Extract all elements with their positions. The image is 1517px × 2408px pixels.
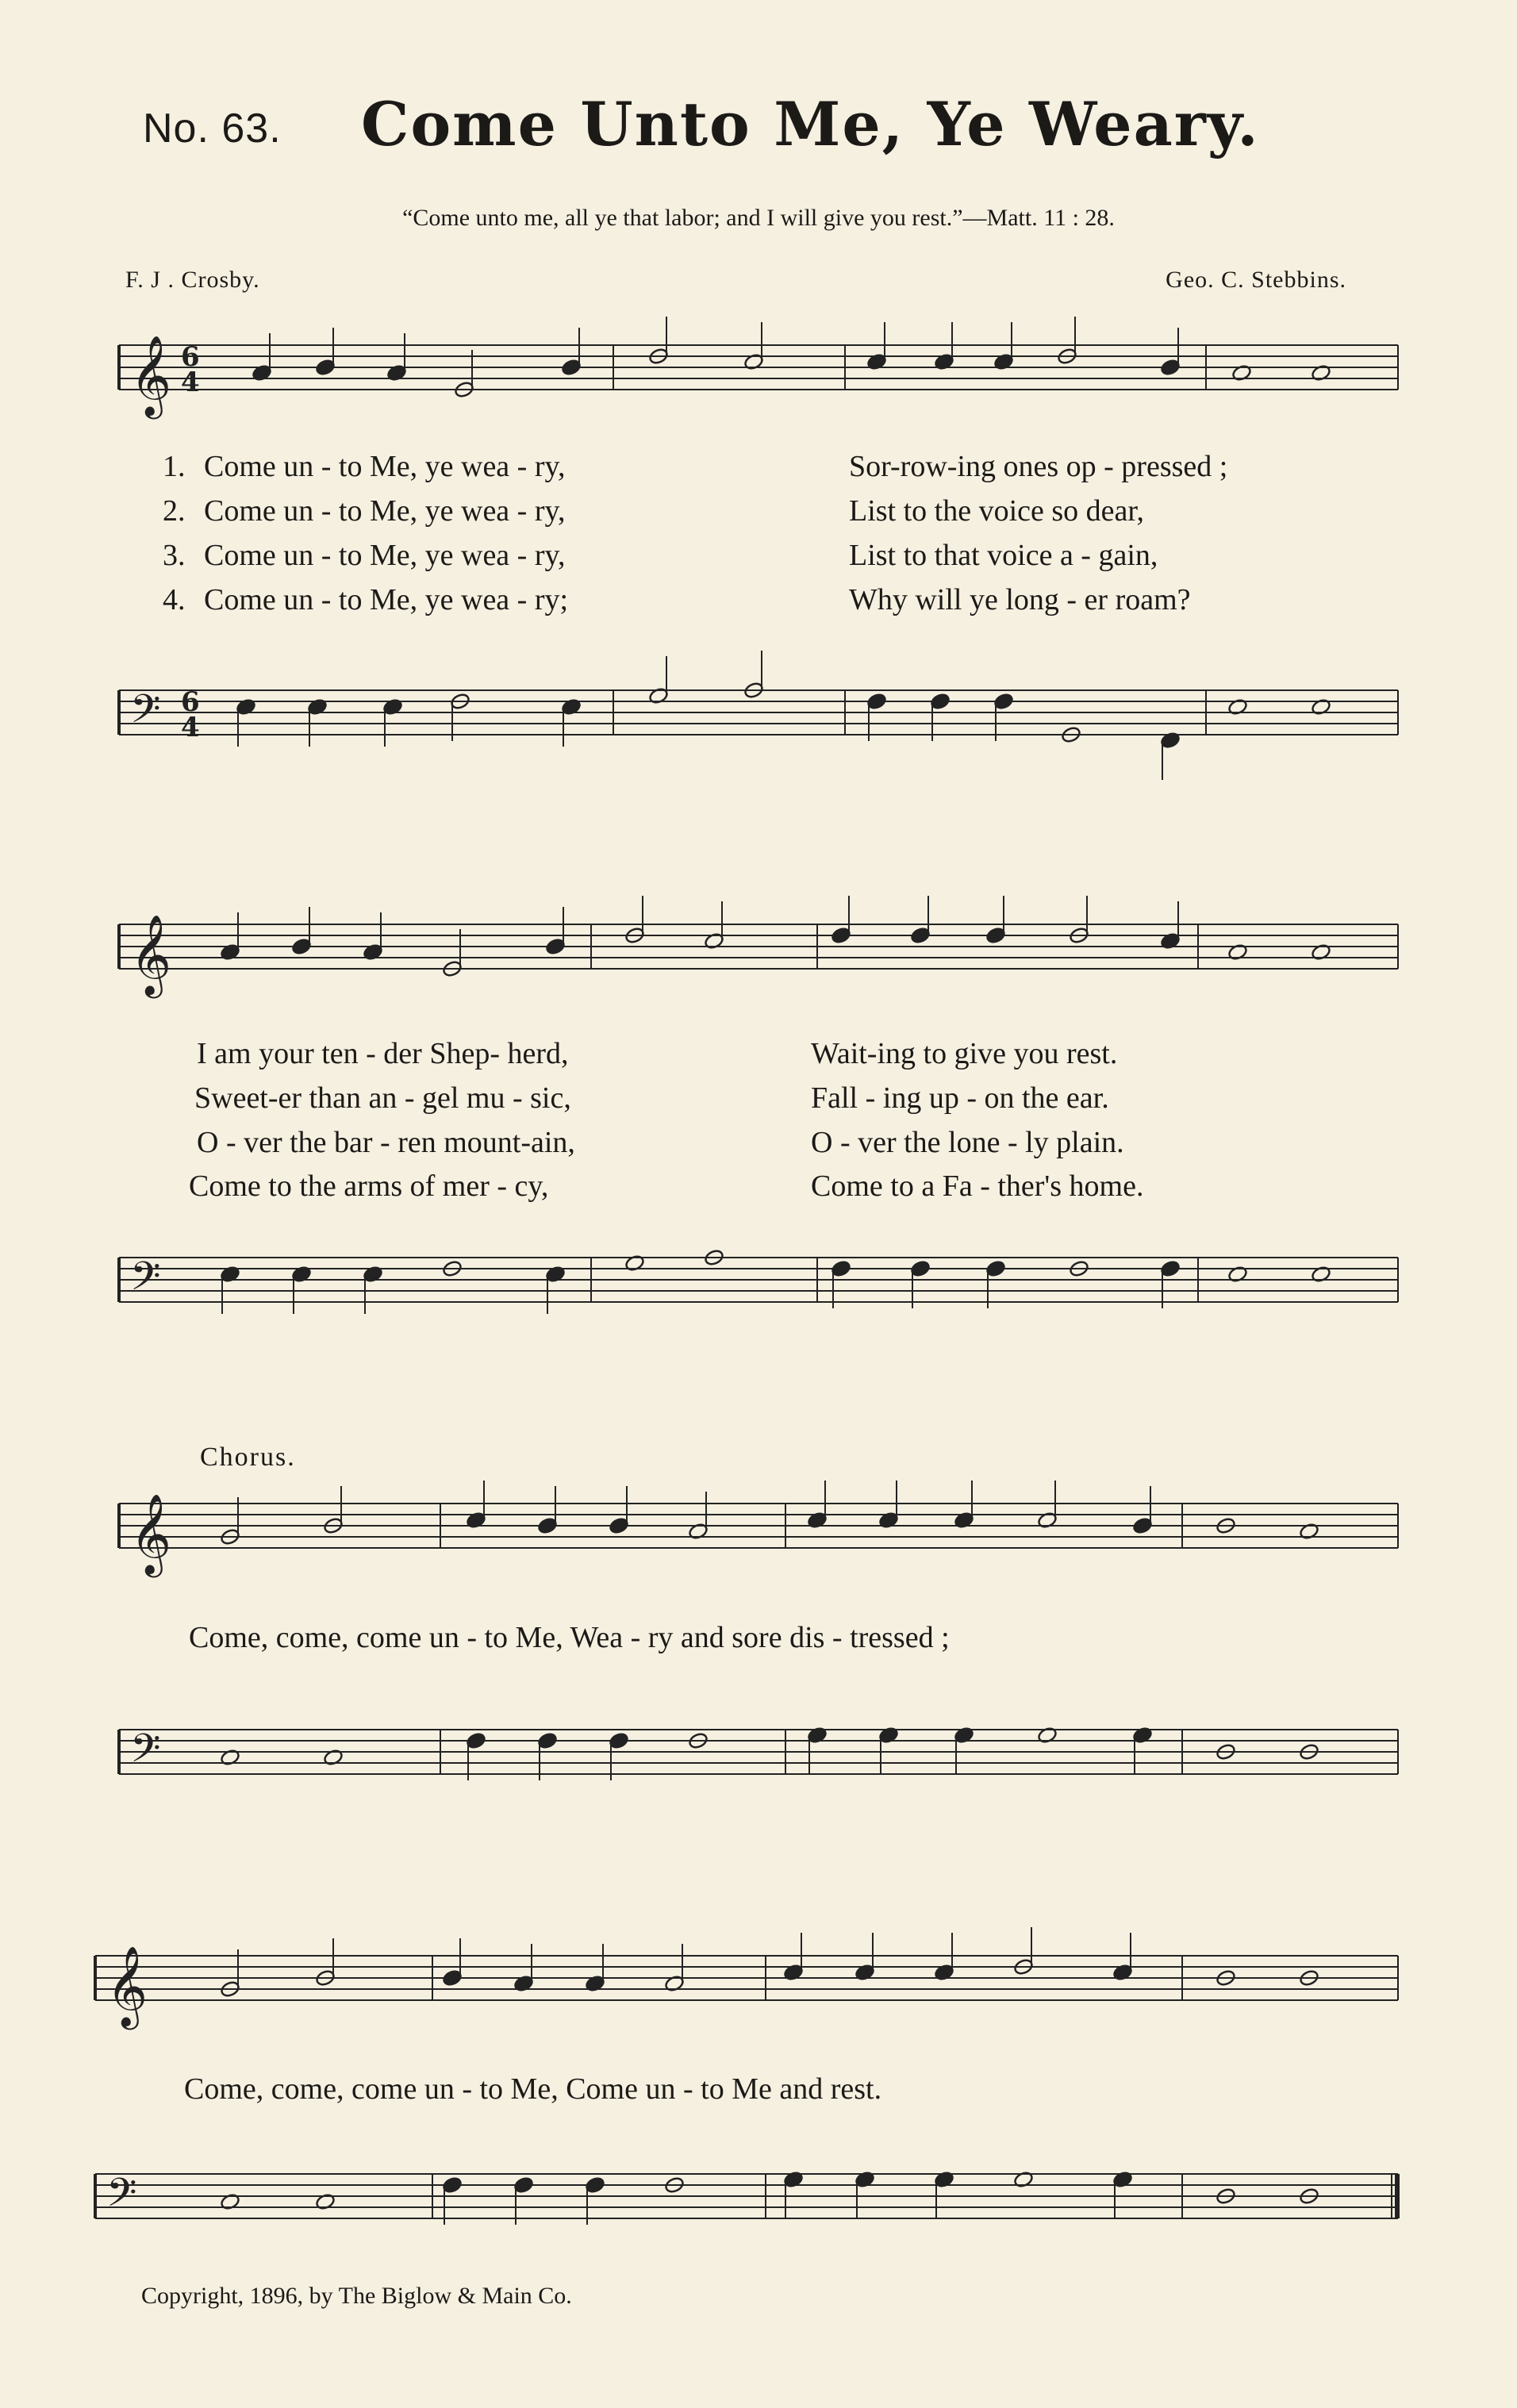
treble-clef-icon: 𝄞 [130, 1496, 172, 1573]
bass-clef-icon: 𝄢 [106, 2172, 137, 2224]
time-signature-bottom: 4 [181, 367, 200, 398]
verse-1-line-b [849, 449, 1227, 484]
lyric-text: Why will ye long - er roam? [849, 583, 1191, 616]
time-signature-top: 6 [181, 341, 200, 373]
verse-1-line-a [163, 449, 566, 484]
note-head [323, 1749, 344, 1767]
treble-clef-icon: 𝄞 [130, 917, 172, 994]
lyric-text: Sor-row-ing ones op - pressed ; [849, 450, 1228, 483]
time-signature-bottom: 4 [181, 712, 200, 743]
verse-2-line-a [163, 494, 566, 528]
bass-clef-icon: 𝄢 [130, 688, 161, 740]
lyric-text: Come to the arms of mer - cy, [189, 1169, 549, 1203]
note-head [1037, 1726, 1058, 1745]
system-2-bass-staff [0, 1222, 1517, 1373]
page-number-heading: No. 63. [143, 106, 282, 152]
note-head [1227, 698, 1248, 716]
copyright-notice: Copyright, 1896, by The Biglow & Main Co. [141, 2283, 572, 2309]
time-signature-top: 6 [181, 686, 200, 718]
bass-clef-icon: 𝄢 [130, 1255, 161, 1308]
verse-3-line-a [163, 538, 566, 573]
verse-4-line-c [189, 1169, 548, 1204]
note-head [220, 1749, 240, 1767]
verse-1-line-c [197, 1036, 569, 1071]
verse-3-line-c [197, 1125, 575, 1160]
verse-3-line-d [811, 1125, 1124, 1160]
note-head [1231, 364, 1252, 382]
lyric-text: Fall - ing up - on the ear. [811, 1081, 1109, 1115]
verse-number: 3. [163, 539, 186, 572]
lyric-text: Come un - to Me, ye wea - ry, [204, 494, 566, 528]
lyric-text: I am your ten - der Shep- herd, [197, 1037, 569, 1070]
note-head [1311, 943, 1331, 962]
lyric-text: Come un - to Me, ye wea - ry; [204, 583, 569, 616]
lyric-text: Come, come, come un - to Me, Come un - to Me and rest. [184, 2072, 882, 2106]
verse-2-line-c [194, 1081, 571, 1116]
lyric-text: Come un - to Me, ye wea - ry, [204, 450, 566, 483]
system-4-treble-staff [0, 1908, 1517, 2051]
lyric-text: Come, come, come un - to Me, Wea - ry and sore dis - tressed ; [189, 1621, 950, 1654]
chorus-line-2 [184, 2072, 881, 2107]
lyric-text: Come to a Fa - ther's home. [811, 1169, 1144, 1203]
final-bar-thick [1395, 2174, 1400, 2218]
system-1-treble-staff [0, 313, 1517, 432]
lyric-text: Come un - to Me, ye wea - ry, [204, 539, 566, 572]
verse-number: 2. [163, 494, 186, 528]
treble-clef-icon: 𝄞 [106, 1949, 148, 2026]
epigraph: “Come unto me, all ye that labor; and I will give you rest.”—Matt. 11 : 28. [402, 205, 1115, 231]
lyric-text: Wait-ing to give you rest. [811, 1037, 1118, 1070]
note-head [1013, 2171, 1034, 2189]
note-head [1227, 1265, 1248, 1284]
verse-4-line-a [163, 582, 568, 617]
system-3-bass-staff [0, 1674, 1517, 1833]
chorus-line-1 [189, 1620, 950, 1655]
note-head [315, 2193, 336, 2211]
note-head [1311, 364, 1331, 382]
verse-number: 1. [163, 450, 186, 483]
system-4-bass-staff [0, 2126, 1517, 2285]
verse-2-line-d [811, 1081, 1109, 1116]
lyric-text: List to the voice so dear, [849, 494, 1145, 528]
verse-number: 4. [163, 583, 186, 616]
lyricist-credit: F. J . Crosby. [125, 267, 260, 293]
verse-1-line-d [811, 1036, 1117, 1071]
lyric-text: Sweet-er than an - gel mu - sic, [194, 1081, 571, 1115]
verse-2-line-b [849, 494, 1144, 528]
note-head [220, 2193, 240, 2211]
system-3-treble-staff [0, 1460, 1517, 1595]
note-head [1227, 943, 1248, 962]
note-head [624, 1254, 645, 1273]
note-head [1311, 698, 1331, 716]
verse-4-line-d [811, 1169, 1143, 1204]
verse-3-line-b [849, 538, 1158, 573]
hymn-title: Come Unto Me, Ye Weary. [361, 89, 1260, 159]
system-1-bass-staff [0, 643, 1517, 801]
verse-4-line-b [849, 582, 1191, 617]
lyric-text: List to that voice a - gain, [849, 539, 1158, 572]
lyric-text: O - ver the lone - ly plain. [811, 1126, 1124, 1159]
treble-clef-icon: 𝄞 [130, 338, 172, 415]
chorus-label: Chorus. [200, 1442, 296, 1472]
system-2-treble-staff [0, 881, 1517, 1016]
composer-credit: Geo. C. Stebbins. [1166, 267, 1346, 293]
lyric-text: O - ver the bar - ren mount-ain, [197, 1126, 575, 1159]
note-head [1311, 1265, 1331, 1284]
bass-clef-icon: 𝄢 [130, 1727, 161, 1780]
note-head [1299, 1523, 1319, 1541]
